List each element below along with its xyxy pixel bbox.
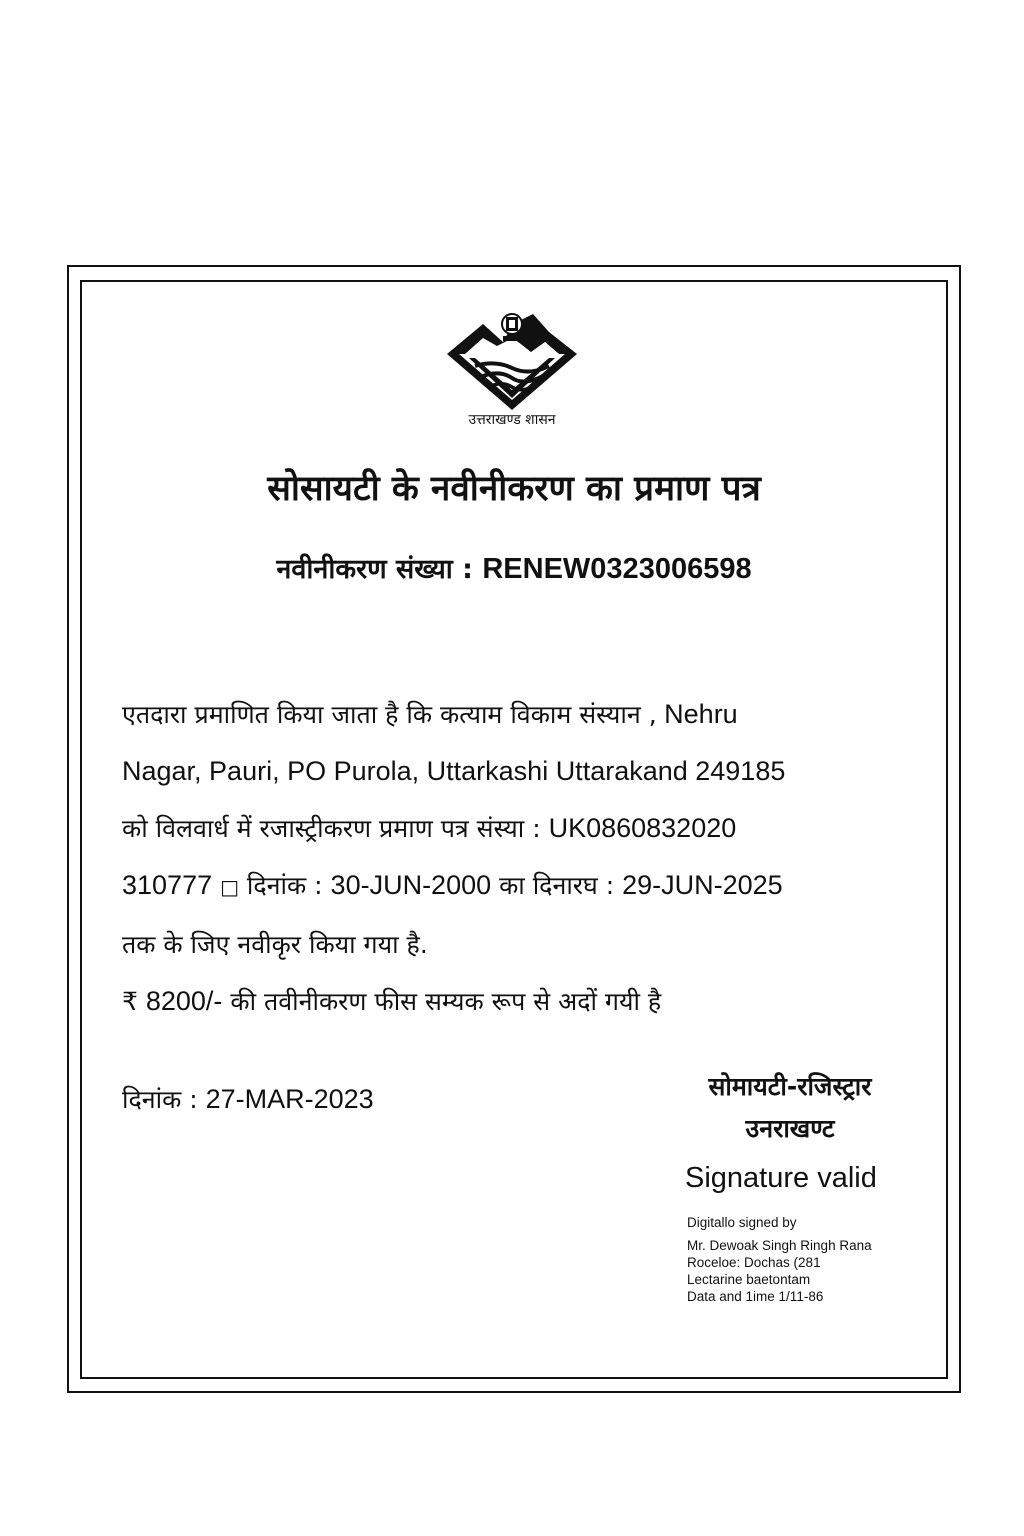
signature-detail-line: Lectarine baetontam bbox=[687, 1272, 811, 1287]
body-line-4 bbox=[122, 857, 912, 916]
certificate-body bbox=[122, 686, 912, 1030]
expiry-date-value: 29-JUN-2025 bbox=[622, 870, 783, 900]
box-glyph-icon: □ bbox=[220, 875, 239, 899]
registration-date-value: 30-JUN-2000 bbox=[330, 870, 492, 900]
certificate-title: सोसायटी के नवीनीकरण का प्रमाण पत्र bbox=[267, 469, 761, 509]
body-line-1-hindi: एतदारा प्रमाणित किया जाता है कि कत्याम विकाम संस्यान , bbox=[122, 700, 657, 729]
renewal-number-value: RENEW0323006598 bbox=[482, 553, 752, 585]
fee-text: की तवीनीकरण फीस सम्यक रूप से अदों गयी है bbox=[222, 987, 662, 1016]
body-line-1 bbox=[122, 686, 912, 743]
registration-number: UK0860832020 bbox=[548, 813, 737, 843]
registrar-title: सोमायटी-रजिस्ट्रार bbox=[708, 1072, 872, 1101]
issue-date-label: दिनांक : bbox=[122, 1085, 206, 1114]
uttarakhand-emblem-icon bbox=[445, 302, 579, 412]
registrar-block bbox=[660, 1066, 920, 1150]
signature-detail-line: Data and 1ime 1/11-86 bbox=[687, 1289, 824, 1304]
body-line-2: Nagar, Pauri, PO Purola, Uttarkashi Uttarakand 249185 bbox=[122, 756, 786, 786]
body-line-3-hindi: को विलवार्ध में रजास्ट्रीकरण प्रमाण पत्र संस्या : bbox=[122, 814, 549, 843]
fee-amount: 8200/- bbox=[145, 986, 223, 1016]
renewal-number-label: नवीनीकरण संख्या : bbox=[276, 554, 483, 585]
registration-number-cont: 310777 bbox=[122, 870, 213, 900]
body-line-6 bbox=[122, 973, 912, 1030]
body-line-1-latin: Nehru bbox=[656, 699, 738, 729]
signature-detail-line: Roceloe: Dochas (281 bbox=[687, 1255, 821, 1270]
registrar-state: उनराखण्ट bbox=[745, 1114, 835, 1143]
signature-detail-line: Digitallo signed by bbox=[687, 1215, 797, 1230]
signature-status: Signature valid bbox=[685, 1162, 877, 1194]
rupee-symbol: ₹ bbox=[122, 987, 146, 1016]
body-line-5: तक के जिए नवीकृर किया गया है. bbox=[122, 930, 428, 959]
body-line-3 bbox=[122, 800, 912, 857]
signature-detail-line: Mr. Dewoak Singh Ringh Rana bbox=[687, 1238, 872, 1253]
issue-date bbox=[122, 1082, 374, 1116]
emblem-caption: उत्तराखण्ड शासन bbox=[468, 412, 556, 428]
expiry-date-label: का दिनारघ : bbox=[491, 871, 623, 900]
registration-date-label: दिनांक : bbox=[238, 871, 331, 900]
renewal-number-line bbox=[90, 549, 938, 586]
signature-details bbox=[687, 1214, 872, 1305]
issue-date-value: 27-MAR-2023 bbox=[205, 1084, 374, 1114]
